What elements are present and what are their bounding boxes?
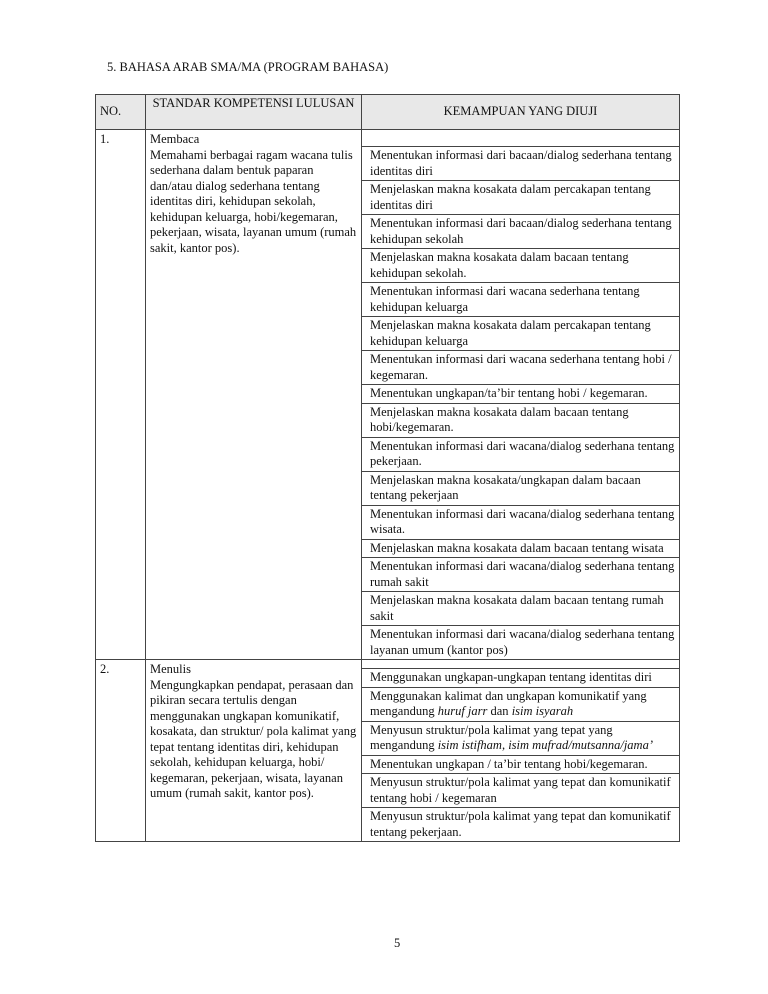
skill-item: Menjelaskan makna kosakata dalam percakapan tentang kehidupan keluarga: [362, 316, 679, 350]
skill-item: Menentukan ungkapan / ta’bir tentang hobi/kegemaran.: [362, 755, 679, 774]
skill-item: Menggunakan ungkapan-ungkapan tentang identitas diri: [362, 668, 679, 687]
table-row: [96, 130, 680, 660]
skill-item: Menyusun struktur/pola kalimat yang tepat dan komunikatif tentang hobi / kegemaran: [362, 773, 679, 807]
header-kemampuan: KEMAMPUAN YANG DIUJI: [362, 95, 680, 130]
header-no: NO.: [96, 95, 146, 130]
page-number: 5: [394, 936, 401, 950]
skill-item: Menjelaskan makna kosakata dalam bacaan tentang rumah sakit: [362, 591, 679, 625]
skill-item: Menentukan informasi dari bacaan/dialog sederhana tentang identitas diri: [362, 146, 679, 180]
term-isim-istifham: isim istifham, isim mufrad/mutsanna/jama’: [437, 738, 653, 752]
skills-cell: [362, 130, 680, 660]
header-standar: STANDAR KOMPETENSI LULUSAN: [146, 95, 362, 130]
skill-item-text: Menggunakan kalimat dan ungkapan komunikatif yang mengandung: [370, 688, 647, 718]
competency-cell: [146, 130, 362, 660]
table-header-row: [96, 95, 680, 130]
competency-desc: Memahami berbagai ragam wacana tulis sederhana dalam bentuk paparan dan/atau dialog sederhana tentang identitas diri, kehidupan sekolah, kehidupan keluarga, hobi/kegemaran, pekerjaan, wisata, layanan umum (rumah sakit, kantor pos).: [150, 147, 357, 255]
skill-item: Menentukan informasi dari wacana/dialog sederhana tentang pekerjaan.: [362, 437, 679, 471]
skill-item: Menentukan informasi dari wacana sederhana tentang kehidupan keluarga: [362, 282, 679, 316]
skill-item: Menjelaskan makna kosakata dalam bacaan tentang wisata: [362, 539, 679, 558]
competency-table: [95, 94, 680, 842]
skills-cell: [362, 660, 680, 842]
skill-item: Menentukan informasi dari wacana/dialog sederhana tentang wisata.: [362, 505, 679, 539]
skill-item: Menentukan informasi dari wacana/dialog sederhana tentang rumah sakit: [362, 557, 679, 591]
skill-item: Menentukan ungkapan/ta’bir tentang hobi / kegemaran.: [362, 384, 679, 403]
skill-item: Menjelaskan makna kosakata dalam percakapan tentang identitas diri: [362, 180, 679, 214]
skill-item: Menjelaskan makna kosakata dalam bacaan tentang kehidupan sekolah.: [362, 248, 679, 282]
skill-item-text: Menyusun struktur/pola kalimat yang tepat yang mengandung: [370, 722, 613, 752]
row-number: 1.: [96, 130, 146, 660]
skill-item: [362, 687, 679, 721]
skill-item: Menyusun struktur/pola kalimat yang tepat dan komunikatif tentang pekerjaan.: [362, 807, 679, 841]
skill-item: Menentukan informasi dari bacaan/dialog sederhana tentang kehidupan sekolah: [362, 214, 679, 248]
skill-item: [362, 721, 679, 755]
table-row: [96, 660, 680, 842]
competency-title: Membaca: [150, 132, 200, 146]
term-isim-isyarah: isim isyarah: [511, 704, 574, 718]
competency-cell: [146, 660, 362, 842]
competency-title: Menulis: [150, 662, 191, 676]
competency-desc: Mengungkapkan pendapat, perasaan dan pikiran secara tertulis dengan menggunakan ungkapan komunikatif, kosakata, dan struktur/ pola kalimat yang tepat tentang identitas diri, kehidupan sekolah, kehidupan keluarga, hobi/ kegemaran, pekerjaan, wisata, layanan umum (rumah sakit, kantor pos).: [150, 677, 357, 800]
row-number: 2.: [96, 660, 146, 842]
skill-item: Menentukan informasi dari wacana sederhana tentang hobi / kegemaran.: [362, 350, 679, 384]
skill-item: Menjelaskan makna kosakata/ungkapan dalam bacaan tentang pekerjaan: [362, 471, 679, 505]
section-heading: 5. BAHASA ARAB SMA/MA (PROGRAM BAHASA): [107, 60, 389, 74]
conjunction: dan: [490, 704, 509, 718]
term-huruf-jarr: huruf jarr: [437, 704, 488, 718]
skill-item: Menjelaskan makna kosakata dalam bacaan tentang hobi/kegemaran.: [362, 403, 679, 437]
skill-item: Menentukan informasi dari wacana/dialog sederhana tentang layanan umum (kantor pos): [362, 625, 679, 659]
